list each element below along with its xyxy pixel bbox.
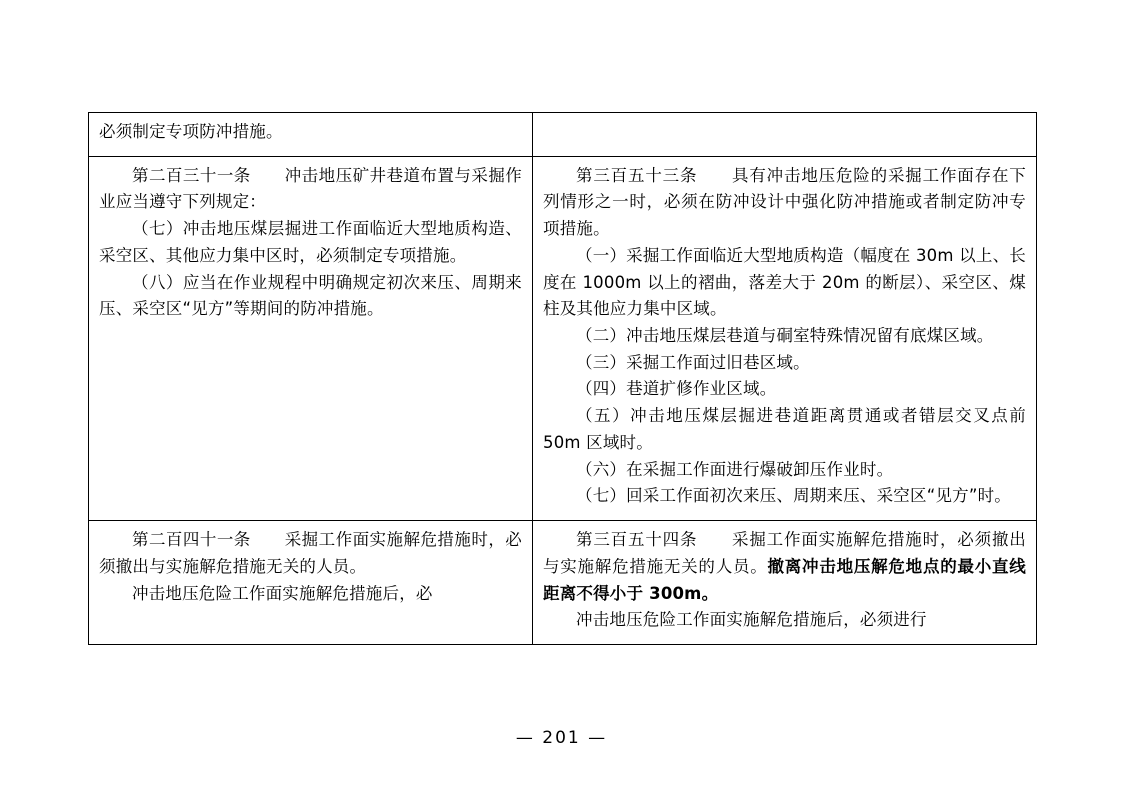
table-cell-right-2 — [533, 521, 1037, 645]
table-cell-left-0 — [89, 113, 533, 157]
paragraph: 冲击地压危险工作面实施解危措施后，必 — [132, 583, 433, 603]
paragraph: （七）冲击地压煤层掘进工作面临近大型地质构造、采空区、其他应力集中区时，必须制定专项措施。 — [99, 219, 522, 265]
table-row — [89, 156, 1037, 520]
paragraph: 第二百四十一条 采掘工作面实施解危措施时，必须撤出与实施解危措施无关的人员。 — [99, 530, 522, 576]
paragraph: （三）采掘工作面过旧巷区域。 — [576, 352, 810, 372]
paragraph: 冲击地压危险工作面实施解危措施后，必须进行 — [576, 610, 927, 630]
regulation-comparison-table — [88, 112, 1037, 645]
paragraph: （七）回采工作面初次来压、周期来压、采空区“见方”时。 — [576, 486, 1011, 506]
paragraph-text: 第三百五十四条 采掘工作面实施解危措施时，必须撤出与实施解危措施无关的人员。 — [543, 530, 1026, 576]
paragraph: （六）在采掘工作面进行爆破卸压作业时。 — [576, 459, 894, 479]
paragraph: （一）采掘工作面临近大型地质构造（幅度在 30m 以上、长度在 1000m 以上的褶曲，落差大于 20m 的断层）、采空区、煤柱及其他应力集中区域。 — [543, 245, 1026, 319]
table-row — [89, 521, 1037, 645]
paragraph — [543, 527, 1026, 607]
paragraph: （五）冲击地压煤层掘进巷道距离贯通或者错层交叉点前 50m 区域时。 — [543, 406, 1026, 452]
paragraph: 必须制定专项防冲措施。 — [99, 122, 283, 141]
table-cell-left-1 — [89, 156, 533, 520]
paragraph: （四）巷道扩修作业区域。 — [576, 379, 777, 399]
paragraph-emphasis: 撤离冲击地压解危地点的最小直线距离不得小于 300m。 — [543, 556, 1026, 603]
page-number: — 201 — — [515, 728, 608, 748]
paragraph: 第三百五十三条 具有冲击地压危险的采掘工作面存在下列情形之一时，必须在防冲设计中强化防冲措施或者制定防冲专项措施。 — [543, 165, 1026, 239]
paragraph: （八）应当在作业规程中明确规定初次来压、周期来压、采空区“见方”等期间的防冲措施。 — [99, 272, 522, 319]
paragraph: （二）冲击地压煤层巷道与硐室特殊情况留有底煤区域。 — [576, 326, 994, 346]
table-row — [89, 113, 1037, 157]
table-cell-right-0 — [533, 113, 1037, 157]
paragraph: 第二百三十一条 冲击地压矿井巷道布置与采掘作业应当遵守下列规定： — [99, 165, 522, 212]
table-cell-right-1 — [533, 156, 1037, 520]
table-cell-left-2 — [89, 521, 533, 645]
